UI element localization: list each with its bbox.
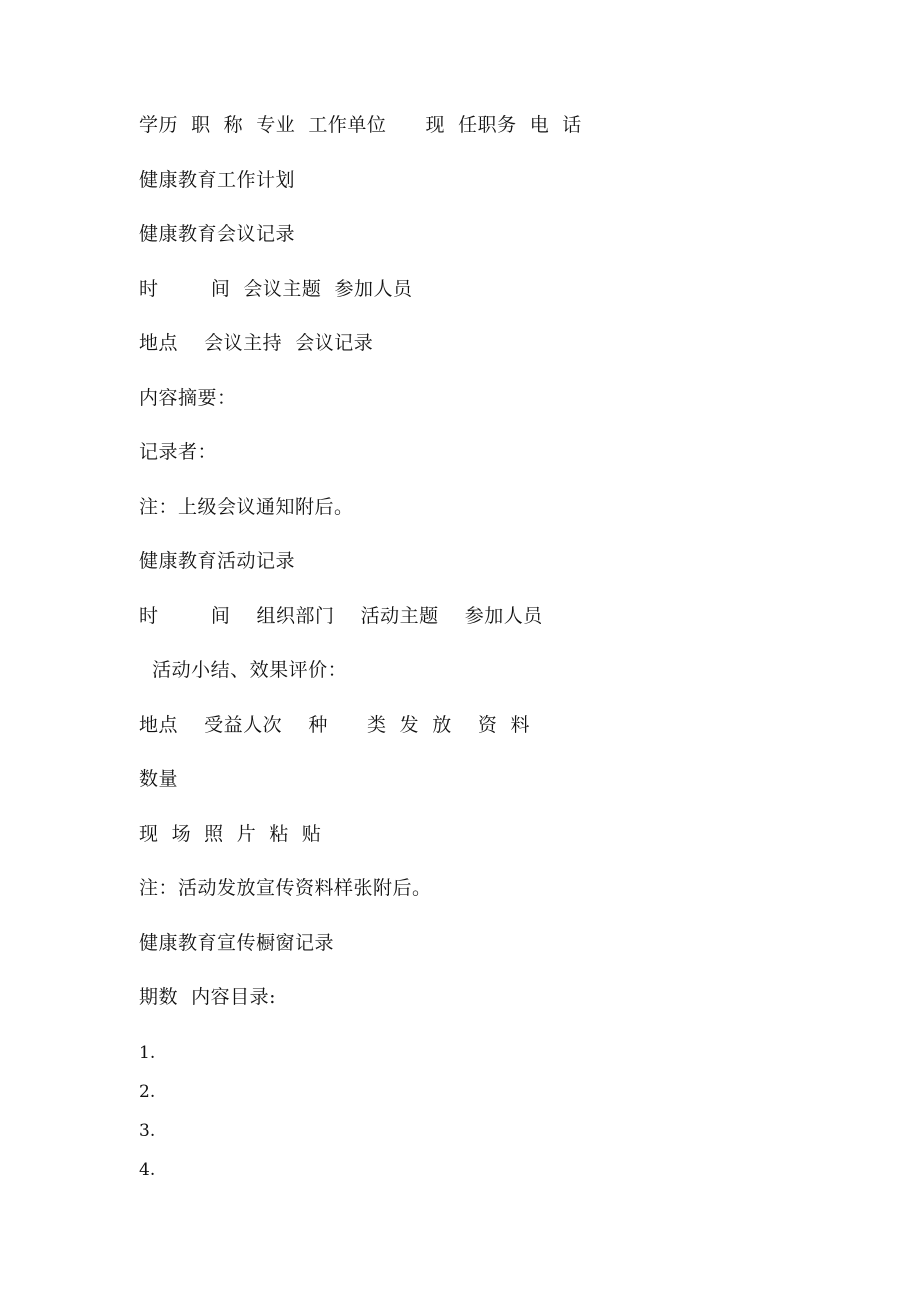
- list-item-number: 3.: [139, 1121, 156, 1141]
- window-issue-contents-label: 期数 内容目录:: [139, 986, 276, 1008]
- staff-table-header: 学历 职 称 专业 工作单位 现 任职务 电 话: [139, 114, 582, 136]
- section-heading-window-record: 健康教育宣传橱窗记录: [139, 932, 335, 954]
- activity-quantity-label: 数量: [139, 768, 179, 790]
- section-heading-meeting-record: 健康教育会议记录: [139, 223, 296, 245]
- meeting-summary-label: 内容摘要：: [139, 387, 237, 409]
- activity-note: 注：活动发放宣传资料样张附后。: [139, 877, 432, 899]
- meeting-recorder-label: 记录者：: [139, 441, 218, 463]
- meeting-table-row-place: 地点 会议主持 会议记录: [139, 332, 374, 354]
- list-item-number: 1.: [139, 1043, 156, 1063]
- activity-table-row-place: 地点 受益人次 种 类 发 放 资 料: [139, 714, 530, 736]
- section-heading-activity-record: 健康教育活动记录: [139, 550, 296, 572]
- activity-table-row-time: 时 间 组织部门 活动主题 参加人员: [139, 605, 543, 627]
- meeting-note: 注：上级会议通知附后。: [139, 496, 354, 518]
- section-heading-work-plan: 健康教育工作计划: [139, 169, 296, 191]
- meeting-table-row-time: 时 间 会议主题 参加人员: [139, 278, 413, 300]
- list-item-number: 4.: [139, 1160, 156, 1180]
- activity-photo-label: 现 场 照 片 粘 贴: [139, 823, 322, 845]
- activity-summary-label: 活动小结、效果评价：: [139, 659, 348, 681]
- list-item-number: 2.: [139, 1082, 156, 1102]
